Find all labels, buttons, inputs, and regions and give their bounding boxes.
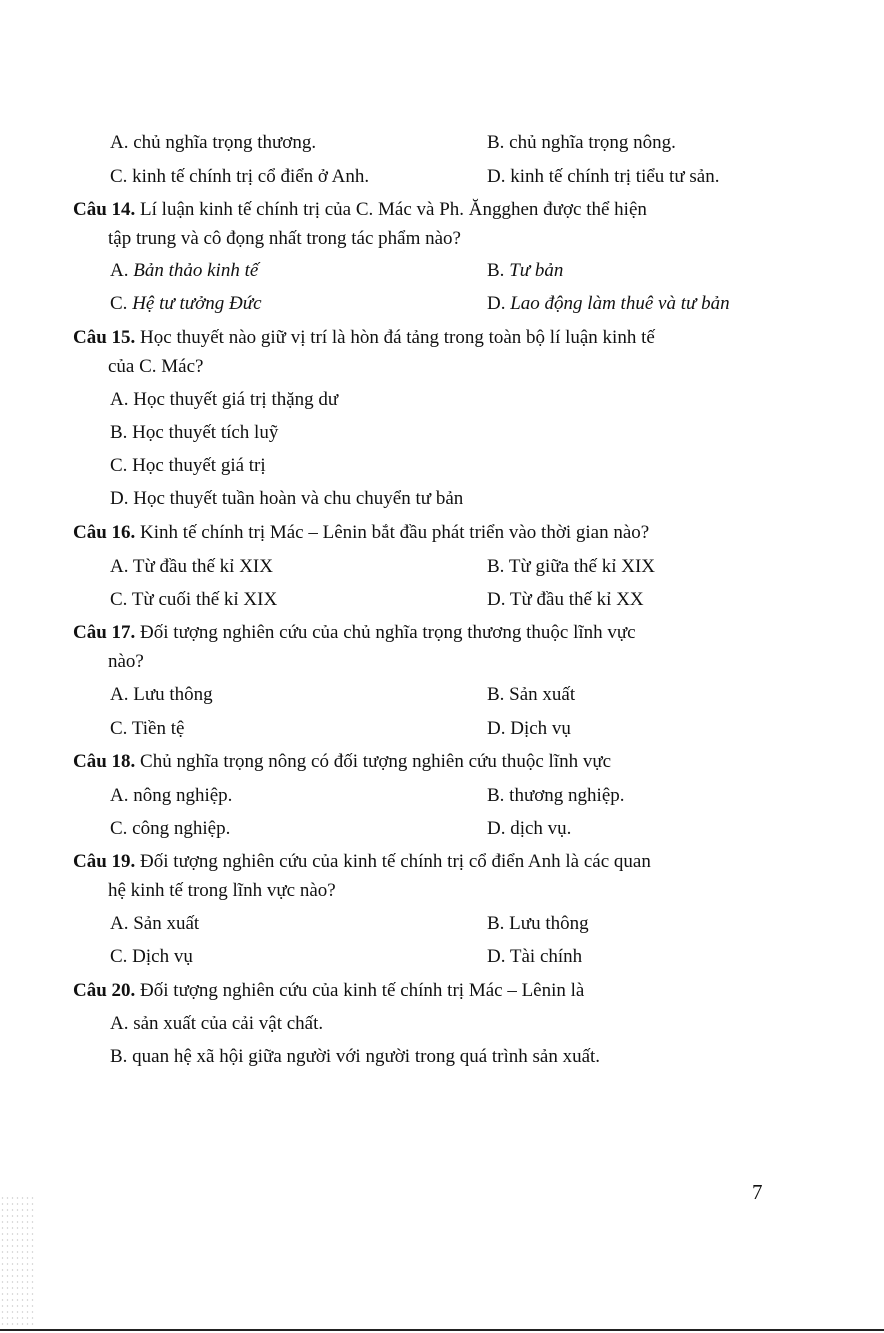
- question-label: Câu 15.: [73, 327, 136, 348]
- option-d: D. dịch vụ.: [487, 818, 572, 839]
- option-b: B. Học thuyết tích luỹ: [110, 422, 279, 443]
- option-c: C. Tiền tệ: [110, 718, 185, 739]
- question-text: Học thuyết nào giữ vị trí là hòn đá tảng trong toàn bộ lí luận kinh tế: [140, 327, 655, 348]
- option-d: D. Tài chính: [487, 946, 583, 967]
- option-d: D. Lao động làm thuê và tư bản: [487, 293, 730, 314]
- option-b: B. Từ giữa thế kỉ XIX: [487, 556, 656, 577]
- option-a: A. Bản thảo kinh tế: [110, 260, 259, 281]
- option-d: D. kinh tế chính trị tiểu tư sản.: [487, 166, 720, 187]
- question-text: Đối tượng nghiên cứu của chủ nghĩa trọng thương thuộc lĩnh vực: [140, 622, 636, 643]
- option-d: D. Học thuyết tuần hoàn và chu chuyển tư bản: [110, 488, 464, 509]
- option-a: A. Học thuyết giá trị thặng dư: [110, 389, 339, 410]
- option-b: B. Lưu thông: [487, 913, 589, 934]
- question-label: Câu 14.: [73, 199, 136, 220]
- option-a: A. Từ đầu thế kỉ XIX: [110, 556, 273, 577]
- question-text: Đối tượng nghiên cứu của kinh tế chính trị cổ điển Anh là các quan: [140, 851, 651, 872]
- question-15: [73, 326, 655, 350]
- question-text: Lí luận kinh tế chính trị của C. Mác và Ph. Ăngghen được thể hiện: [140, 199, 647, 220]
- option-c: C. công nghiệp.: [110, 818, 231, 839]
- option-c: C. Dịch vụ: [110, 946, 193, 967]
- question-14: [73, 198, 647, 222]
- option-a: A. Sản xuất: [110, 913, 200, 934]
- question-label: Câu 16.: [73, 522, 136, 543]
- page-bottom-edge: [0, 1329, 884, 1331]
- option-b: B. Tư bản: [487, 260, 564, 281]
- scan-edge-noise: [0, 1195, 34, 1333]
- option-a: A. chủ nghĩa trọng thương.: [110, 132, 317, 153]
- option-a: A. nông nghiệp.: [110, 785, 233, 806]
- question-label: Câu 19.: [73, 851, 136, 872]
- question-18: [73, 750, 611, 774]
- option-a: A. Lưu thông: [110, 684, 213, 705]
- question-label: Câu 20.: [73, 980, 136, 1001]
- question-text: Chủ nghĩa trọng nông có đối tượng nghiên cứu thuộc lĩnh vực: [140, 751, 612, 772]
- option-d: D. Dịch vụ: [487, 718, 571, 739]
- option-c: C. Hệ tư tưởng Đức: [110, 293, 262, 314]
- option-b: B. thương nghiệp.: [487, 785, 625, 806]
- option-a: A. sản xuất của cải vật chất.: [110, 1013, 324, 1034]
- question-20: [73, 979, 584, 1003]
- question-text-cont: nào?: [108, 651, 144, 672]
- question-text-cont: hệ kinh tế trong lĩnh vực nào?: [108, 880, 336, 901]
- question-17: [73, 621, 636, 645]
- option-d: D. Từ đầu thế kỉ XX: [487, 589, 644, 610]
- option-b: B. chủ nghĩa trọng nông.: [487, 132, 676, 153]
- option-c: C. Từ cuối thế kỉ XIX: [110, 589, 278, 610]
- option-c: C. kinh tế chính trị cổ điển ở Anh.: [110, 166, 370, 187]
- question-label: Câu 17.: [73, 622, 136, 643]
- option-c: C. Học thuyết giá trị: [110, 455, 266, 476]
- question-16: [73, 521, 649, 545]
- question-text-cont: tập trung và cô đọng nhất trong tác phẩm nào?: [108, 228, 461, 249]
- option-b: B. quan hệ xã hội giữa người với người trong quá trình sản xuất.: [110, 1046, 601, 1067]
- option-b: B. Sản xuất: [487, 684, 576, 705]
- page-number: 7: [752, 1180, 763, 1204]
- question-19: [73, 850, 651, 874]
- question-text-cont: của C. Mác?: [108, 356, 204, 377]
- question-text: Kinh tế chính trị Mác – Lênin bắt đầu phát triển vào thời gian nào?: [140, 522, 650, 543]
- question-label: Câu 18.: [73, 751, 136, 772]
- question-text: Đối tượng nghiên cứu của kinh tế chính trị Mác – Lênin là: [140, 980, 585, 1001]
